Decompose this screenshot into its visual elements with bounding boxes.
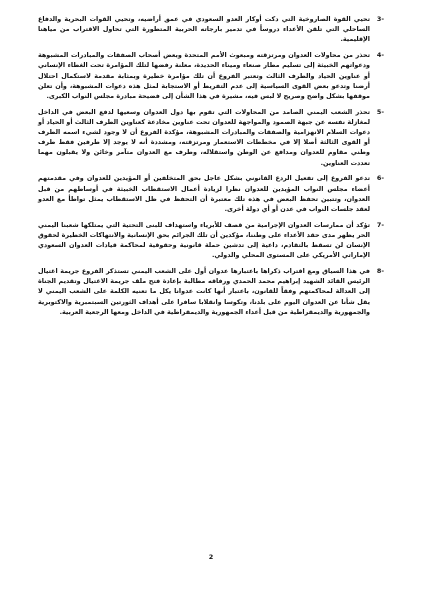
item-text: تدعو الفروع إلى تفعيل الردع القانوني بشكل عاجل بحق المتخلفين أو المؤيدين للعدوان وفي مقدمتهم أعضاء مجلس النواب المؤيدين للعدوان نظرا لزيادة أعمال الاستقطاب الخبيثة في أوساطهم من قبل العدوان، وتتبين تحفظ البعض في هذه تلك معتبرة أن التحفظ في ظل الاستقطاب يمثل تواطأ مع العدو لعقد جلسات النواب في عدن أو أي دولة أخرى. [38, 174, 370, 213]
list-item [38, 173, 384, 214]
list-item [38, 220, 384, 261]
list-item [38, 266, 384, 317]
page-number: 2 [208, 553, 214, 561]
item-text: تؤكد أن ممارسات العدوان الإجرامية من قصف للأبرياء واستهداف للبنى التحتية التي يمتلكها شعبنا اليمني الحر يظهر مدى حقد الأعداء على وطننا، مؤكدين أن تلك الجرائم بحق الإنسانية والانتهاكات الخطيرة لحقوق الإنسان لن تسقط بالتقادم، داعية إلى تدشين حملة قانونية وحقوقية لمحاكمة قيادات العدوان السعودي الإماراتي الأمريكي على المستوى المحلي والدولي. [38, 220, 370, 260]
document-body [38, 14, 384, 322]
list-item [38, 107, 384, 168]
item-text: تحيي القوة الصاروخية التي دكت أوكار العدو السعودي في عمق أراضيه، وتحيي القوات البحرية والدفاع الساحلي التي تلقن الأعداء دروساً في تدمير بارجاته الحربية المتطورة التي تحاول الاقتراب من مياهنا الإقليمية. [38, 15, 370, 44]
list-item [38, 14, 384, 45]
list-item [38, 50, 384, 101]
item-text: تحذر الشعب اليمني الصامد من المحاولات التي تقوم بها دول العدوان وسعيها لدفع البعض في الداخل لمغازلة نفسه عن جبهة الصمود والمواجهة للعدوان تحت عناوين مخادعة كعناوين الطرف الثالث أو الحياد أو دعوات السلام الانهزامية والصفقات والمبادرات المشبوهة، مؤكدة الفروع أن لا وجود لشيء اسمه الطرف أو القوى الثالثة أصلا إلا في مخططات الاستعمار ومرتزقته، ومشددة أنه لا يوجد إلا طرفين فقط طرف وطني مقاوم للعدوان ومدافع عن الوطن واستقلاله، وطرف مع العدوان متآمر وخائن ولا يقبلون مهما تعددت العناوين. [38, 107, 370, 167]
item-number: 4- [376, 51, 384, 60]
item-number: 6- [376, 174, 384, 183]
item-number: 8- [376, 266, 384, 275]
item-number: 3- [376, 15, 384, 23]
item-number: 7- [376, 220, 384, 229]
item-text: تحذر من محاولات العدوان ومرتزقته ومبعوث الأمم المتحدة وبعض أصحاب الصفقات والمبادرات المشبوهة ودعواتهم الخبيثة إلى تسليم مطار صنعاء وميناء الحديدة، معلنة رفضها لتلك المؤامرة تحت الغطاء الإنساني أو عناوين الحياد والطرف الثالث وتعتبر الفروع أن تلك مؤامرة خطيرة وبمثابة مقدمة لاستكمال احتلال أرضنا وتدعو بعض القوى السياسية إلى عدم التفريط أو الاستجابة لمثل هذه دعوات المشبوهة، وأن تعلن موقفها بشكل واضح وصريح لا لبس فيه، مشيرة في هذا الشأن إلى فضيحة مبادرة مجلس النواب الكبرى. [38, 51, 370, 100]
item-text: في هذا السياق ومع اقتراب ذكراها باعتبارها عدوان أول على الشعب اليمني تستذكر الفروع جريمة اغتيال الرئيس القائد الشهيد إبراهيم محمد الحمدي ورفاقه مطالبة بإعادة فتح ملف جريمة الاغتيال وتقديم الجناة إلى العدالة لمحاكمتهم وفقاً للقانون، باعتبار أنها كانت عدوانا يكل ما تعنيه الكلمة على الشعب اليمني لا يقل شأنا عن العدوان اليوم على بلدنا، وتكوسا وانقلابا سافرا على أهداف الثورتين السبتمبرية والاكتوبرية والجمهورية والديمقراطية من قبل أعداء الجمهورية والديمقراطية في الداخل ومعها الرجعية العربية. [38, 266, 370, 316]
item-number: 5- [376, 107, 384, 116]
